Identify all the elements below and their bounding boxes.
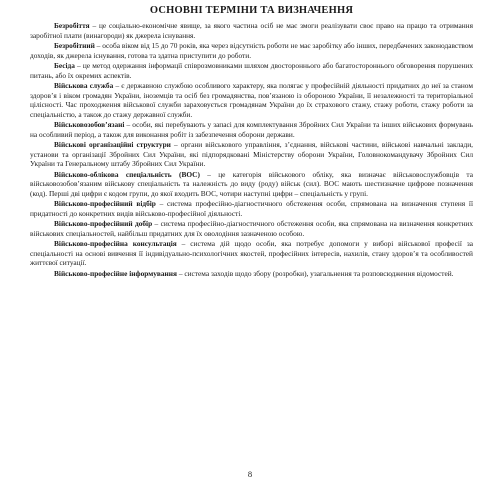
definition-entry (30, 61, 473, 80)
term: Безробіття (54, 21, 90, 30)
definition-entry (30, 21, 473, 40)
page-title: ОСНОВНІ ТЕРМІНИ ТА ВИЗНАЧЕННЯ (149, 5, 354, 16)
definition-text: – це категорія військового обліку, яка визначає військовослужбовців та військовозобов’язаним військову спеціальність та належність до виду (роду) військ (сил). ВОС мають шестизначне цифрове позначення (код). Перші дві цифри є кодом групи, до якої входить ВОС, чотири наступні цифри – спеціальність у групі. (30, 169, 473, 198)
definition-text: – це соціально-економічне явище, за якого частина осіб не має змоги реалізувати своє право на працю та отримання заробітної плати (винагороди) як джерела існування. (30, 21, 473, 40)
term: Бесіда (54, 61, 75, 70)
definition-entry (30, 199, 473, 218)
page-number: 8 (247, 469, 253, 479)
definition-entry (30, 170, 473, 199)
definition-entry (30, 239, 473, 268)
definition-text: – особи, які перебувають у запасі для комплектування Збройних Сил України та інших військових формувань на особливий період, а також для виконання робіт із забезпечення оборони держави. (30, 120, 473, 139)
term: Військово-професійне інформування (54, 268, 177, 278)
term: Військово-професійний відбір (54, 199, 156, 208)
term: Військово-професійна консультація (54, 239, 177, 248)
term: Військові організаційні структури (54, 140, 171, 149)
definition-entry (30, 219, 473, 238)
term: Військовозобов’язані (54, 120, 125, 129)
definition-text: – система професійно-діагностичного обстеження особи, спрямована на визначення ступеня її придатності до конкретних видів військово-професійної діяльності. (30, 199, 473, 218)
definition-text: – є державною службою особливого характеру, яка полягає у професійній діяльності придатних до неї за станом здоров’я і віком громадян України, іноземців та осіб без громадянства, пов’язаною із обороною України, її незалежності та територіальної цілісності. Час проходження військової служби зараховується громадянам України до їх страхового стажу, стажу роботи, стажу роботи за спеціальністю, а також до стажу державної служби. (30, 81, 473, 119)
term: Безробітний (54, 41, 95, 50)
definition-entry (30, 41, 473, 60)
definition-text: – система заходів щодо збору (розробки), узагальнення та розповсюдження відомостей. (177, 268, 454, 278)
definition-entry (30, 120, 473, 139)
definition-text: – система дій щодо особи, яка потребує допомоги у виборі військової професії за спеціальності на основі вивчення її індивідуально-психологічних якостей, професійних інтересів, нахилів, стану здоров’я та особливостей життєвої ситуації. (30, 239, 474, 267)
definitions-list (30, 21, 473, 278)
definition-text: – система професійно-діагностичного обстеження особи, яка спрямована на визначення конкретних військових спеціальностей, найбільш придатних для їх оволодіння зазначеною особою. (30, 219, 473, 238)
definition-text: – органи військового управління, з’єднання, військові частини, військові навчальні заклади, установи та організації Збройних Сил України, які підпорядковані Міністерству оборони України, Головнокомандувачу Збройних Сил України та Генеральному штабу Збройних Сил України. (30, 140, 473, 168)
term: Військово-професійний добір (54, 219, 153, 228)
definition-entry (30, 81, 473, 119)
definition-entry (30, 140, 473, 169)
document-page (30, 5, 473, 279)
definition-entry (30, 269, 473, 279)
term: Військова служба (54, 81, 114, 90)
term: Військово-облікова спеціальність (ВОС) (54, 169, 200, 179)
definition-text: – це метод одержання інформації співрозмовниками шляхом двостороннього або багатостороннього обговорення порушених питань, або їх окремих аспектів. (30, 61, 473, 80)
definition-text: – особа віком від 15 до 70 років, яка через відсутність роботи не має заробітку або інших, передбачених законодавством доходів, як джерела існування, готова та здатна приступити до роботи. (30, 41, 473, 60)
